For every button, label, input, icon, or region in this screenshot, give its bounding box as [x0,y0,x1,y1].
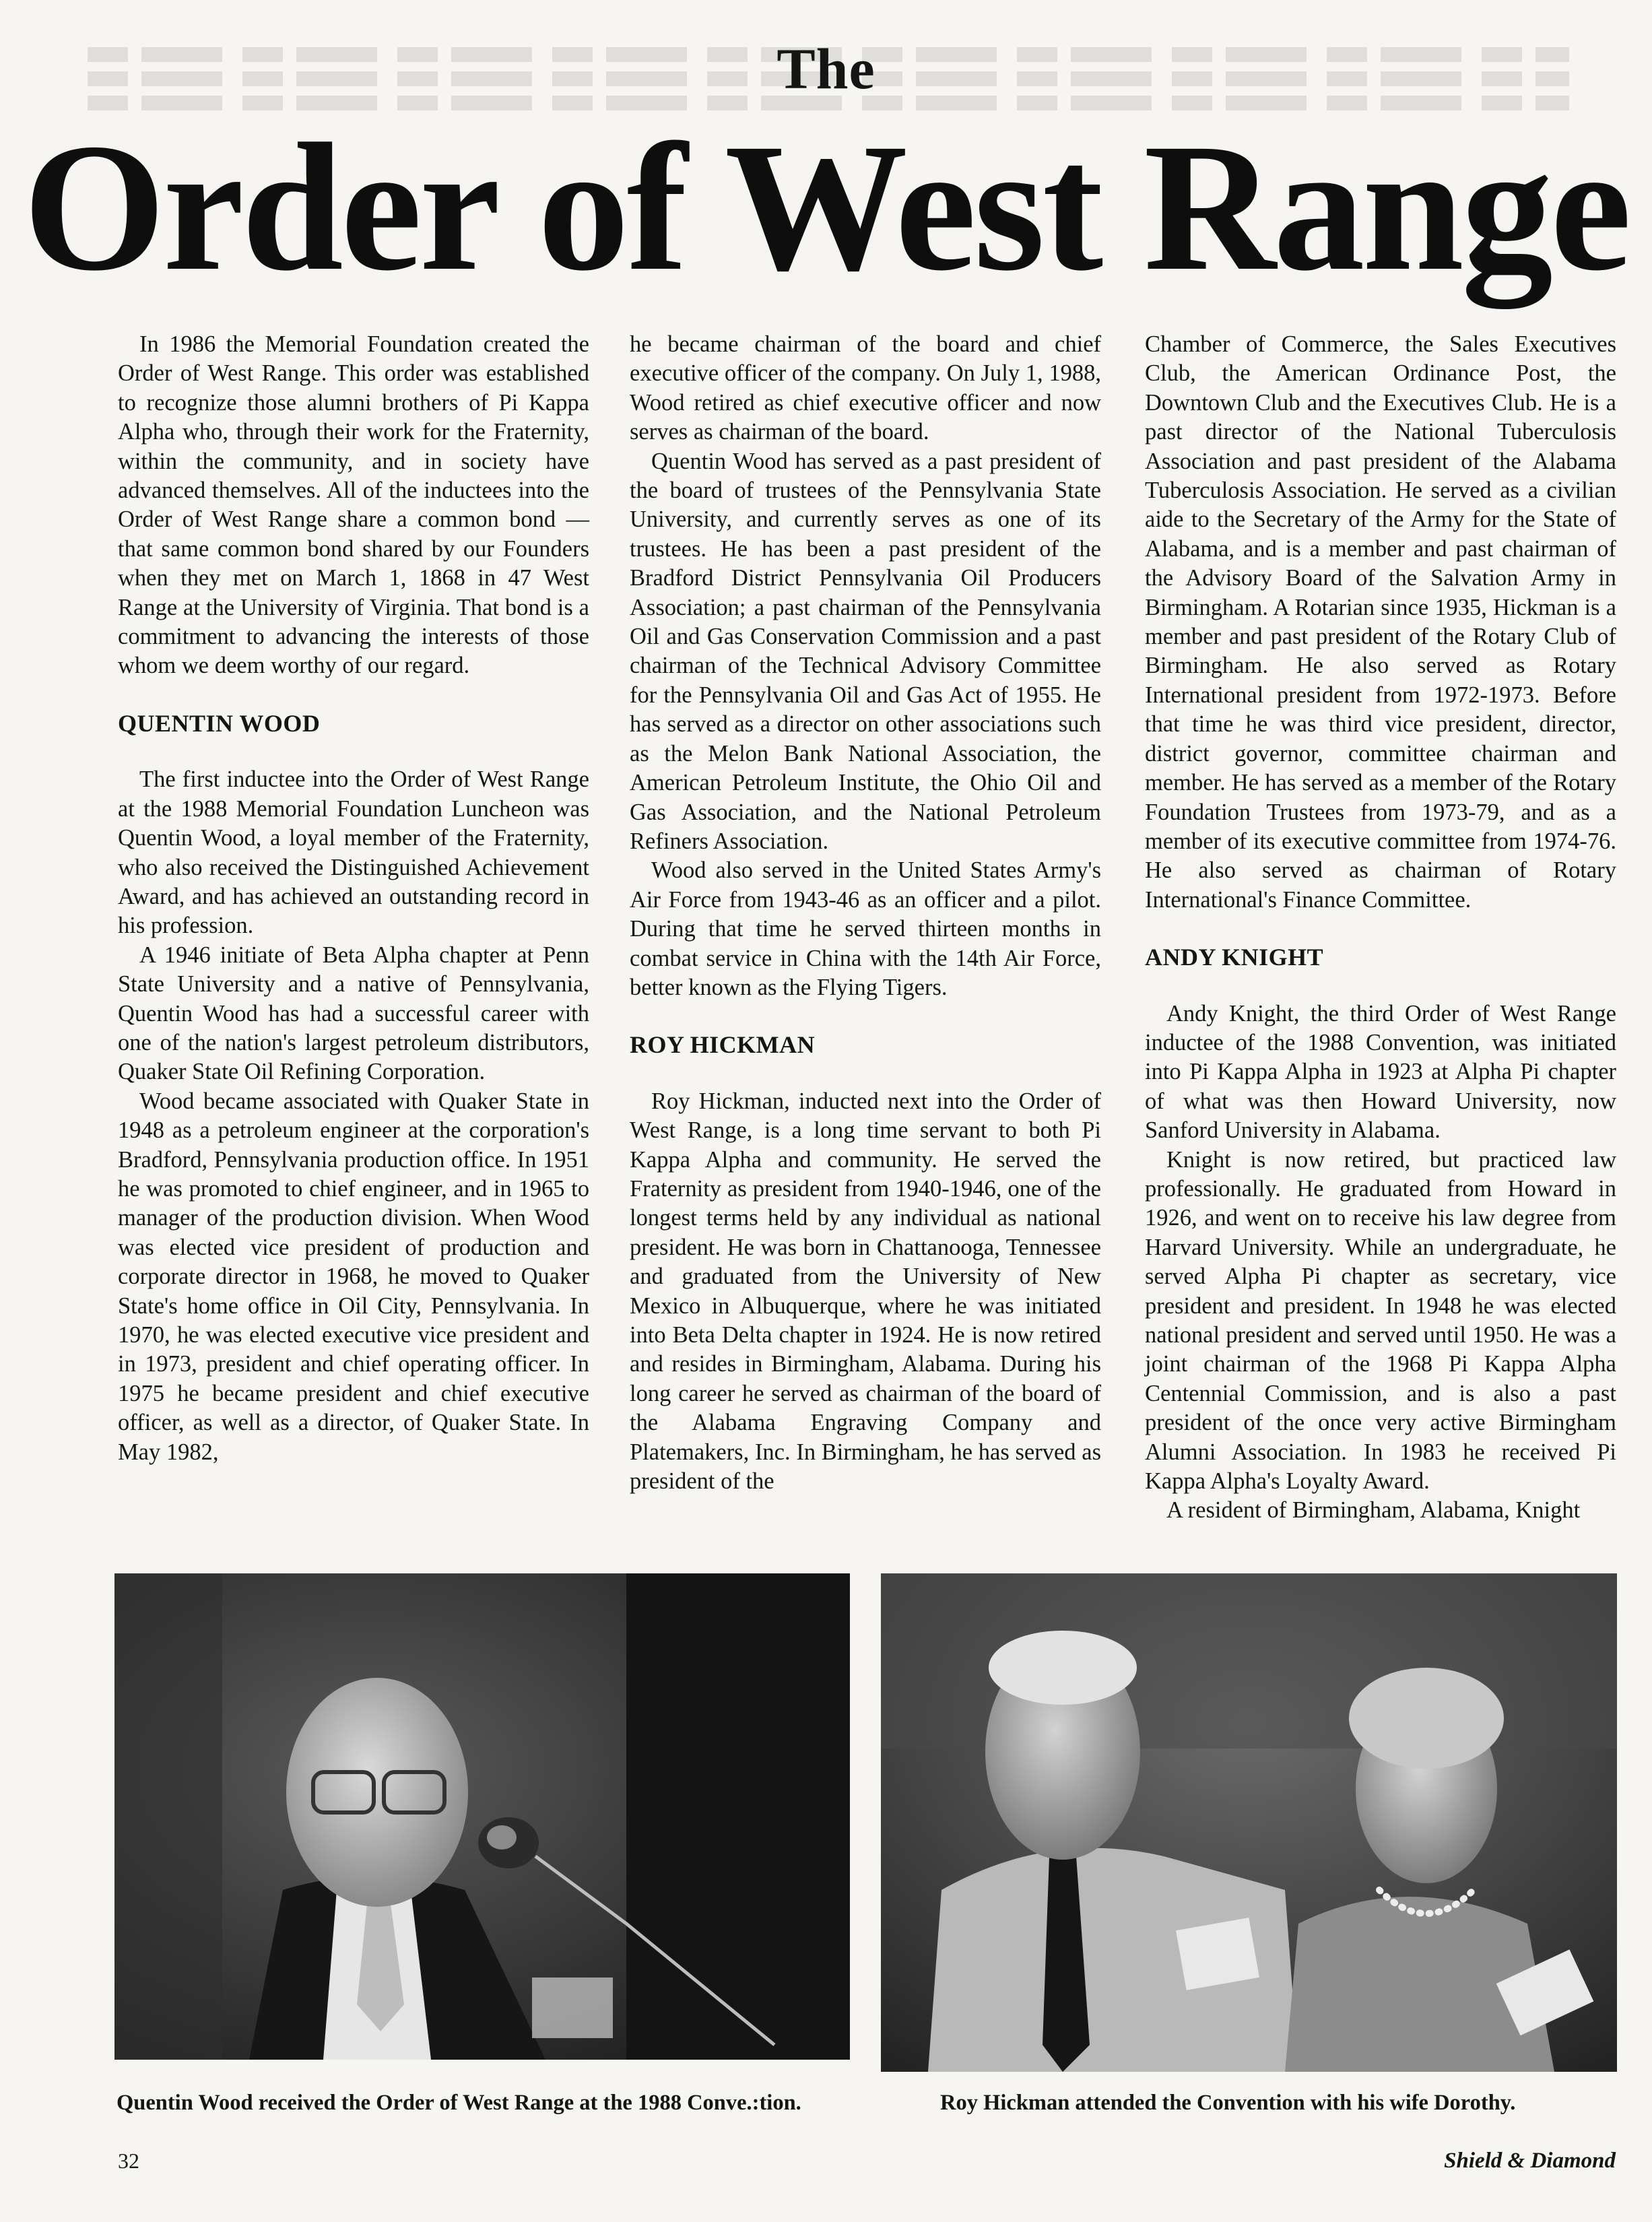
article-column-2 [630,330,1101,1496]
photo-quentin-wood-image [114,1573,850,2060]
photo-roy-hickman [881,1573,1617,2072]
paragraph: he became chairman of the board and chief executive officer of the company. On July 1, 1988, Wood retired as chief executive officer and now serves as chairman of the board. [630,331,1101,445]
paragraph: A resident of Birmingham, Alabama, Knight [1166,1497,1581,1524]
paragraph: Roy Hickman, inducted next into the Order of West Range, is a long time servant to both Pi Kappa Alpha and community. He served the Fraternity as president from 1940-1946, one of the longest terms held by any individual as national president. He was born in Chattanooga, Tennessee and graduated from the University of New Mexico in Albuquerque, where he was initiated into Beta Delta chapter in 1924. He is now retired and resides in Birmingham, Alabama. During his long career he served as chairman of the board of the Alabama Engraving Company and Platemakers, Inc. In Birmingham, he has served as president of the [630,1088,1101,1495]
paragraph: A 1946 initiate of Beta Alpha chapter at Penn State University and a native of Pennsylvania, Quentin Wood has had a successful career with one of the nation's largest petroleum distributors, Quaker State Oil Refining Corporation. [118,942,589,1085]
section-heading-andy-knight: ANDY KNIGHT [1145,944,1324,971]
article-column-3 [1145,330,1616,1526]
photo-caption-roy-hickman: Roy Hickman attended the Convention with his wife Dorothy. [940,2091,1516,2115]
section-heading-roy-hickman: ROY HICKMAN [630,1031,816,1059]
photo-caption-quentin-wood: Quentin Wood received the Order of West Range at the 1988 Conve.:tion. [117,2091,801,2115]
page-title: Order of West Range [23,106,1629,308]
paragraph: Wood also served in the United States Army's Air Force from 1943-46 as an officer and a pilot. During that time he served thirteen months in combat service in China with the 14th Air Force, better known as the Flying Tigers. [630,857,1101,1000]
page-number: 32 [118,2149,139,2173]
article-column-1 [118,330,589,1467]
title-prefix: The [777,36,875,101]
paragraph: Quentin Wood has served as a past president of the board of trustees of the Pennsylvania State University, and currently serves as one of its trustees. He has been a past president of the Bradford District Pennsylvania Oil Producers Association; a past chairman of the Pennsylvania Oil and Gas Conservation Commission and a past chairman of the Technical Advisory Committee for the Pennsylvania Oil and Gas Act of 1955. He has served as a director on other associations such as the Melon Bank National Association, the American Petroleum Institute, the Ohio Oil and Gas Association, and the National Petroleum Refiners Association. [630,448,1101,854]
section-heading-quentin-wood: QUENTIN WOOD [118,709,321,737]
paragraph: Chamber of Commerce, the Sales Executives Club, the American Ordinance Post, the Downtown Club and the Executives Club. He is a past director of the National Tuberculosis Association and past president of the Alabama Tuberculosis Association. He served as a civilian aide to the Secretary of the Army for the State of Alabama, and is a member and past chairman of the Advisory Board of the Salvation Army in Birmingham. A Rotarian since 1935, Hickman is a member and past president of the Rotary Club of Birmingham. He also served as Rotary International president from 1972-1973. Before that time he was third vice president, director, district governor, committee chairman and member. He has served as a member of the Rotary Foundation Trustees from 1973-79, and as a member of its executive committee from 1974-76. He also served as chairman of Rotary International's Finance Committee. [1145,331,1616,913]
paragraph: Andy Knight, the third Order of West Range inductee of the 1988 Convention, was initiated into Pi Kappa Alpha in 1923 at Alpha Pi chapter of what was then Howard University, now Sanford University in Alabama. [1145,1000,1616,1144]
paragraph: The first inductee into the Order of West Range at the 1988 Memorial Foundation Luncheon was Quentin Wood, a loyal member of the Fraternity, who also received the Distinguished Achievement Award, and has achieved an outstanding record in his profession. [118,766,589,939]
paragraph: Wood became associated with Quaker State in 1948 as a petroleum engineer at the corporation's Bradford, Pennsylvania production office. In 1951 he was promoted to chief engineer, and in 1965 to manager of the production division. When Wood was elected vice president of production and corporate director in 1968, he moved to Quaker State's home office in Oil City, Pennsylvania. In 1970, he was elected executive vice president and in 1973, president and chief operating officer. In 1975 he became president and chief executive officer, as well as a director, of Quaker State. In May 1982, [118,1088,589,1465]
photo-roy-hickman-image [881,1573,1617,2072]
publication-name: Shield & Diamond [1444,2149,1616,2173]
paragraph: Knight is now retired, but practiced law professionally. He graduated from Howard in 1926, and went on to receive his law degree from Harvard University. While an undergraduate, he served Alpha Pi chapter as secretary, vice president and president. In 1948 he was elected national president and served until 1950. He was a joint chairman of the 1968 Pi Kappa Alpha Centennial Commission, and is also a past president of the once very active Birmingham Alumni Association. In 1983 he received Pi Kappa Alpha's Loyalty Award. [1145,1146,1616,1495]
photo-quentin-wood [114,1573,850,2060]
intro-paragraph: In 1986 the Memorial Foundation created the Order of West Range. This order was established to recognize those alumni brothers of Pi Kappa Alpha who, through their work for the Fraternity, within the community, and in society have advanced themselves. All of the inductees into the Order of West Range share a common bond — that same common bond shared by our Founders when they met on March 1, 1868 in 47 West Range at the University of Virginia. That bond is a commitment to advancing the interests of those whom we deem worthy of our regard. [118,331,589,679]
